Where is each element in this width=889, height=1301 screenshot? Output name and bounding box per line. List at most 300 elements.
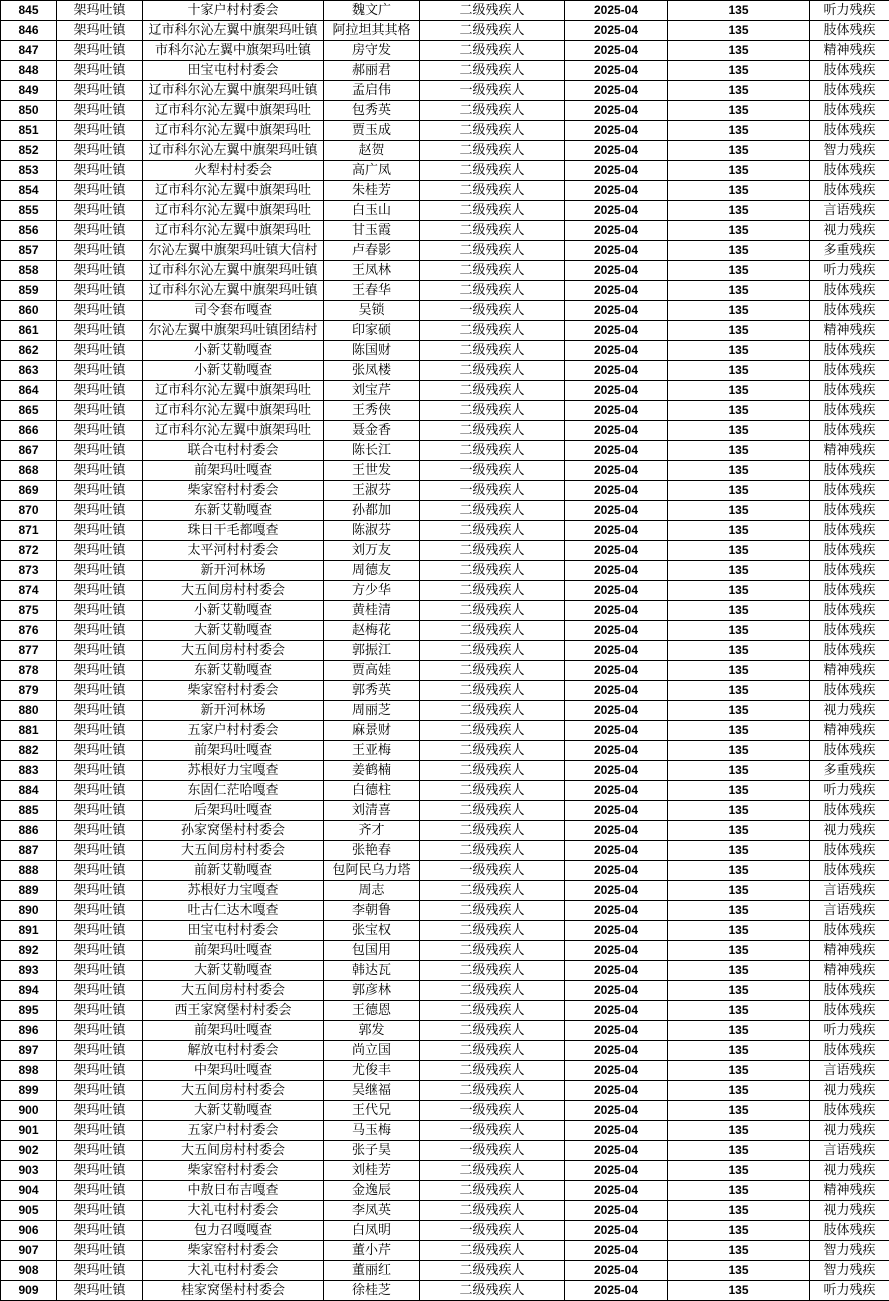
name-cell: 董小芹	[324, 1241, 420, 1261]
date-cell: 2025-04	[565, 1281, 668, 1301]
date-cell: 2025-04	[565, 301, 668, 321]
row-number: 888	[1, 861, 57, 881]
disability-type-cell: 肢体残疾	[810, 381, 889, 401]
row-number: 880	[1, 701, 57, 721]
level-cell: 二级残疾人	[420, 181, 565, 201]
town-cell: 架玛吐镇	[57, 1161, 143, 1181]
village-cell: 联合屯村村委会	[143, 441, 324, 461]
date-cell: 2025-04	[565, 921, 668, 941]
town-cell: 架玛吐镇	[57, 41, 143, 61]
town-cell: 架玛吐镇	[57, 561, 143, 581]
date-cell: 2025-04	[565, 621, 668, 641]
level-cell: 二级残疾人	[420, 421, 565, 441]
disability-type-cell: 听力残疾	[810, 781, 889, 801]
village-cell: 后架玛吐嘎查	[143, 801, 324, 821]
disability-type-cell: 肢体残疾	[810, 161, 889, 181]
amount-cell: 135	[668, 1061, 810, 1081]
row-number: 894	[1, 981, 57, 1001]
name-cell: 包秀英	[324, 101, 420, 121]
village-cell: 大新艾勒嘎查	[143, 621, 324, 641]
date-cell: 2025-04	[565, 421, 668, 441]
village-cell: 苏根好力宝嘎查	[143, 881, 324, 901]
village-cell: 柴家窑村村委会	[143, 1161, 324, 1181]
row-number: 854	[1, 181, 57, 201]
level-cell: 二级残疾人	[420, 581, 565, 601]
town-cell: 架玛吐镇	[57, 741, 143, 761]
disability-type-cell: 听力残疾	[810, 1021, 889, 1041]
amount-cell: 135	[668, 641, 810, 661]
level-cell: 二级残疾人	[420, 621, 565, 641]
date-cell: 2025-04	[565, 761, 668, 781]
row-number: 877	[1, 641, 57, 661]
village-cell: 辽市科尔沁左翼中旗架玛吐镇	[143, 261, 324, 281]
town-cell: 架玛吐镇	[57, 1181, 143, 1201]
level-cell: 一级残疾人	[420, 461, 565, 481]
date-cell: 2025-04	[565, 1061, 668, 1081]
table-row	[1, 241, 889, 261]
town-cell: 架玛吐镇	[57, 941, 143, 961]
village-cell: 辽市科尔沁左翼中旗架玛吐镇	[143, 81, 324, 101]
name-cell: 刘万友	[324, 541, 420, 561]
town-cell: 架玛吐镇	[57, 841, 143, 861]
date-cell: 2025-04	[565, 361, 668, 381]
name-cell: 张子昊	[324, 1141, 420, 1161]
village-cell: 小新艾勒嘎查	[143, 361, 324, 381]
disability-type-cell: 肢体残疾	[810, 21, 889, 41]
level-cell: 二级残疾人	[420, 1021, 565, 1041]
table-row	[1, 1, 889, 21]
amount-cell: 135	[668, 681, 810, 701]
disability-type-cell: 肢体残疾	[810, 681, 889, 701]
table-row	[1, 941, 889, 961]
row-number: 873	[1, 561, 57, 581]
disability-type-cell: 肢体残疾	[810, 741, 889, 761]
date-cell: 2025-04	[565, 161, 668, 181]
amount-cell: 135	[668, 481, 810, 501]
name-cell: 徐桂芝	[324, 1281, 420, 1301]
amount-cell: 135	[668, 121, 810, 141]
row-number: 890	[1, 901, 57, 921]
level-cell: 二级残疾人	[420, 1241, 565, 1261]
amount-cell: 135	[668, 181, 810, 201]
town-cell: 架玛吐镇	[57, 901, 143, 921]
amount-cell: 135	[668, 1101, 810, 1121]
table-row	[1, 1061, 889, 1081]
row-number: 862	[1, 341, 57, 361]
name-cell: 黄桂清	[324, 601, 420, 621]
date-cell: 2025-04	[565, 321, 668, 341]
disability-type-cell: 肢体残疾	[810, 461, 889, 481]
name-cell: 贾玉成	[324, 121, 420, 141]
name-cell: 刘宝芹	[324, 381, 420, 401]
level-cell: 二级残疾人	[420, 761, 565, 781]
row-number: 892	[1, 941, 57, 961]
date-cell: 2025-04	[565, 181, 668, 201]
level-cell: 二级残疾人	[420, 801, 565, 821]
village-cell: 田宝屯村村委会	[143, 61, 324, 81]
town-cell: 架玛吐镇	[57, 181, 143, 201]
table-row	[1, 661, 889, 681]
town-cell: 架玛吐镇	[57, 221, 143, 241]
name-cell: 孟启伟	[324, 81, 420, 101]
level-cell: 二级残疾人	[420, 1, 565, 21]
village-cell: 柴家窑村村委会	[143, 481, 324, 501]
village-cell: 大五间房村村委会	[143, 1081, 324, 1101]
disability-type-cell: 肢体残疾	[810, 981, 889, 1001]
level-cell: 二级残疾人	[420, 1261, 565, 1281]
level-cell: 二级残疾人	[420, 201, 565, 221]
row-number: 896	[1, 1021, 57, 1041]
row-number: 857	[1, 241, 57, 261]
row-number: 903	[1, 1161, 57, 1181]
name-cell: 白玉山	[324, 201, 420, 221]
date-cell: 2025-04	[565, 781, 668, 801]
name-cell: 周丽芝	[324, 701, 420, 721]
row-number: 872	[1, 541, 57, 561]
village-cell: 小新艾勒嘎查	[143, 341, 324, 361]
town-cell: 架玛吐镇	[57, 61, 143, 81]
town-cell: 架玛吐镇	[57, 821, 143, 841]
disability-type-cell: 肢体残疾	[810, 181, 889, 201]
town-cell: 架玛吐镇	[57, 161, 143, 181]
date-cell: 2025-04	[565, 341, 668, 361]
name-cell: 吴锁	[324, 301, 420, 321]
town-cell: 架玛吐镇	[57, 1201, 143, 1221]
town-cell: 架玛吐镇	[57, 1221, 143, 1241]
village-cell: 辽市科尔沁左翼中旗架玛吐	[143, 221, 324, 241]
name-cell: 金逸辰	[324, 1181, 420, 1201]
town-cell: 架玛吐镇	[57, 541, 143, 561]
village-cell: 辽市科尔沁左翼中旗架玛吐	[143, 181, 324, 201]
town-cell: 架玛吐镇	[57, 921, 143, 941]
village-cell: 苏根好力宝嘎查	[143, 761, 324, 781]
level-cell: 二级残疾人	[420, 741, 565, 761]
row-number: 867	[1, 441, 57, 461]
amount-cell: 135	[668, 701, 810, 721]
name-cell: 魏文广	[324, 1, 420, 21]
town-cell: 架玛吐镇	[57, 761, 143, 781]
amount-cell: 135	[668, 1281, 810, 1301]
name-cell: 白德柱	[324, 781, 420, 801]
date-cell: 2025-04	[565, 141, 668, 161]
row-number: 861	[1, 321, 57, 341]
level-cell: 二级残疾人	[420, 101, 565, 121]
amount-cell: 135	[668, 361, 810, 381]
amount-cell: 135	[668, 501, 810, 521]
disability-type-cell: 肢体残疾	[810, 581, 889, 601]
village-cell: 东新艾勒嘎查	[143, 661, 324, 681]
amount-cell: 135	[668, 241, 810, 261]
row-number: 886	[1, 821, 57, 841]
row-number: 871	[1, 521, 57, 541]
town-cell: 架玛吐镇	[57, 1001, 143, 1021]
village-cell: 辽市科尔沁左翼中旗架玛吐镇	[143, 21, 324, 41]
amount-cell: 135	[668, 1181, 810, 1201]
table-row	[1, 781, 889, 801]
village-cell: 桂家窝堡村村委会	[143, 1281, 324, 1301]
level-cell: 二级残疾人	[420, 221, 565, 241]
row-number: 882	[1, 741, 57, 761]
town-cell: 架玛吐镇	[57, 721, 143, 741]
date-cell: 2025-04	[565, 281, 668, 301]
village-cell: 前架玛吐嘎查	[143, 461, 324, 481]
town-cell: 架玛吐镇	[57, 1021, 143, 1041]
town-cell: 架玛吐镇	[57, 961, 143, 981]
name-cell: 吴继福	[324, 1081, 420, 1101]
amount-cell: 135	[668, 561, 810, 581]
village-cell: 辽市科尔沁左翼中旗架玛吐	[143, 401, 324, 421]
amount-cell: 135	[668, 1221, 810, 1241]
level-cell: 二级残疾人	[420, 1161, 565, 1181]
name-cell: 陈长江	[324, 441, 420, 461]
town-cell: 架玛吐镇	[57, 361, 143, 381]
table-row	[1, 261, 889, 281]
date-cell: 2025-04	[565, 501, 668, 521]
village-cell: 大礼屯村村委会	[143, 1261, 324, 1281]
date-cell: 2025-04	[565, 901, 668, 921]
date-cell: 2025-04	[565, 201, 668, 221]
name-cell: 赵贺	[324, 141, 420, 161]
town-cell: 架玛吐镇	[57, 1141, 143, 1161]
date-cell: 2025-04	[565, 741, 668, 761]
level-cell: 二级残疾人	[420, 541, 565, 561]
date-cell: 2025-04	[565, 1221, 668, 1241]
date-cell: 2025-04	[565, 961, 668, 981]
town-cell: 架玛吐镇	[57, 1101, 143, 1121]
amount-cell: 135	[668, 221, 810, 241]
name-cell: 齐才	[324, 821, 420, 841]
date-cell: 2025-04	[565, 1141, 668, 1161]
amount-cell: 135	[668, 521, 810, 541]
disability-type-cell: 肢体残疾	[810, 1101, 889, 1121]
name-cell: 周德友	[324, 561, 420, 581]
town-cell: 架玛吐镇	[57, 1041, 143, 1061]
table-row	[1, 1101, 889, 1121]
row-number: 866	[1, 421, 57, 441]
amount-cell: 135	[668, 1121, 810, 1141]
disability-type-cell: 肢体残疾	[810, 121, 889, 141]
table-row	[1, 921, 889, 941]
name-cell: 陈国财	[324, 341, 420, 361]
level-cell: 二级残疾人	[420, 661, 565, 681]
amount-cell: 135	[668, 81, 810, 101]
amount-cell: 135	[668, 721, 810, 741]
table-row	[1, 381, 889, 401]
town-cell: 架玛吐镇	[57, 981, 143, 1001]
level-cell: 一级残疾人	[420, 861, 565, 881]
table-row	[1, 401, 889, 421]
village-cell: 新开河林场	[143, 561, 324, 581]
table-row	[1, 501, 889, 521]
level-cell: 二级残疾人	[420, 981, 565, 1001]
level-cell: 二级残疾人	[420, 961, 565, 981]
table-row	[1, 721, 889, 741]
amount-cell: 135	[668, 381, 810, 401]
village-cell: 包力召嘎嘎查	[143, 1221, 324, 1241]
disability-type-cell: 肢体残疾	[810, 841, 889, 861]
row-number: 907	[1, 1241, 57, 1261]
level-cell: 二级残疾人	[420, 41, 565, 61]
level-cell: 一级残疾人	[420, 81, 565, 101]
level-cell: 二级残疾人	[420, 261, 565, 281]
table-row	[1, 1221, 889, 1241]
table-row	[1, 901, 889, 921]
amount-cell: 135	[668, 1261, 810, 1281]
level-cell: 二级残疾人	[420, 941, 565, 961]
date-cell: 2025-04	[565, 1041, 668, 1061]
row-number: 855	[1, 201, 57, 221]
village-cell: 孙家窝堡村村委会	[143, 821, 324, 841]
village-cell: 大五间房村村委会	[143, 841, 324, 861]
date-cell: 2025-04	[565, 1181, 668, 1201]
date-cell: 2025-04	[565, 1261, 668, 1281]
table-row	[1, 1181, 889, 1201]
row-number: 874	[1, 581, 57, 601]
village-cell: 吐古仁达木嘎查	[143, 901, 324, 921]
date-cell: 2025-04	[565, 821, 668, 841]
amount-cell: 135	[668, 581, 810, 601]
disability-type-cell: 智力残疾	[810, 1241, 889, 1261]
name-cell: 高广凤	[324, 161, 420, 181]
town-cell: 架玛吐镇	[57, 481, 143, 501]
table-row	[1, 41, 889, 61]
name-cell: 韩达瓦	[324, 961, 420, 981]
disability-type-cell: 言语残疾	[810, 881, 889, 901]
level-cell: 二级残疾人	[420, 241, 565, 261]
level-cell: 二级残疾人	[420, 641, 565, 661]
row-number: 908	[1, 1261, 57, 1281]
row-number: 887	[1, 841, 57, 861]
disability-type-cell: 肢体残疾	[810, 401, 889, 421]
row-number: 879	[1, 681, 57, 701]
table-row	[1, 161, 889, 181]
amount-cell: 135	[668, 981, 810, 1001]
disability-type-cell: 肢体残疾	[810, 921, 889, 941]
village-cell: 田宝屯村村委会	[143, 921, 324, 941]
village-cell: 辽市科尔沁左翼中旗架玛吐	[143, 101, 324, 121]
level-cell: 一级残疾人	[420, 1101, 565, 1121]
row-number: 900	[1, 1101, 57, 1121]
town-cell: 架玛吐镇	[57, 701, 143, 721]
date-cell: 2025-04	[565, 21, 668, 41]
amount-cell: 135	[668, 1021, 810, 1041]
disability-type-cell: 听力残疾	[810, 261, 889, 281]
name-cell: 刘桂芳	[324, 1161, 420, 1181]
amount-cell: 135	[668, 321, 810, 341]
town-cell: 架玛吐镇	[57, 681, 143, 701]
name-cell: 郭振江	[324, 641, 420, 661]
town-cell: 架玛吐镇	[57, 261, 143, 281]
table-row	[1, 1141, 889, 1161]
name-cell: 陈淑芬	[324, 521, 420, 541]
date-cell: 2025-04	[565, 121, 668, 141]
name-cell: 甘玉霞	[324, 221, 420, 241]
amount-cell: 135	[668, 301, 810, 321]
row-number: 909	[1, 1281, 57, 1301]
disability-type-cell: 言语残疾	[810, 201, 889, 221]
level-cell: 二级残疾人	[420, 381, 565, 401]
town-cell: 架玛吐镇	[57, 281, 143, 301]
amount-cell: 135	[668, 901, 810, 921]
village-cell: 大礼屯村村委会	[143, 1201, 324, 1221]
village-cell: 新开河林场	[143, 701, 324, 721]
row-number: 864	[1, 381, 57, 401]
disability-type-cell: 智力残疾	[810, 141, 889, 161]
disability-type-cell: 言语残疾	[810, 901, 889, 921]
town-cell: 架玛吐镇	[57, 1261, 143, 1281]
name-cell: 阿拉坦其其格	[324, 21, 420, 41]
village-cell: 辽市科尔沁左翼中旗架玛吐镇	[143, 141, 324, 161]
level-cell: 二级残疾人	[420, 61, 565, 81]
disability-type-cell: 肢体残疾	[810, 81, 889, 101]
name-cell: 李凤英	[324, 1201, 420, 1221]
town-cell: 架玛吐镇	[57, 1081, 143, 1101]
village-cell: 柴家窑村村委会	[143, 1241, 324, 1261]
table-row	[1, 221, 889, 241]
town-cell: 架玛吐镇	[57, 641, 143, 661]
village-cell: 东固仁茫哈嘎查	[143, 781, 324, 801]
disability-type-cell: 精神残疾	[810, 1181, 889, 1201]
disability-type-cell: 精神残疾	[810, 721, 889, 741]
disability-type-cell: 视力残疾	[810, 1161, 889, 1181]
level-cell: 一级残疾人	[420, 1121, 565, 1141]
village-cell: 十家户村村委会	[143, 1, 324, 21]
date-cell: 2025-04	[565, 721, 668, 741]
disability-type-cell: 肢体残疾	[810, 1221, 889, 1241]
name-cell: 王淑芬	[324, 481, 420, 501]
village-cell: 五家户村村委会	[143, 1121, 324, 1141]
amount-cell: 135	[668, 101, 810, 121]
village-cell: 辽市科尔沁左翼中旗架玛吐	[143, 201, 324, 221]
date-cell: 2025-04	[565, 1201, 668, 1221]
town-cell: 架玛吐镇	[57, 121, 143, 141]
disability-type-cell: 智力残疾	[810, 1261, 889, 1281]
level-cell: 二级残疾人	[420, 841, 565, 861]
table-row	[1, 1121, 889, 1141]
name-cell: 张艳春	[324, 841, 420, 861]
date-cell: 2025-04	[565, 1121, 668, 1141]
level-cell: 二级残疾人	[420, 921, 565, 941]
level-cell: 二级残疾人	[420, 441, 565, 461]
disability-type-cell: 视力残疾	[810, 1121, 889, 1141]
table-row	[1, 641, 889, 661]
row-number: 906	[1, 1221, 57, 1241]
level-cell: 二级残疾人	[420, 521, 565, 541]
town-cell: 架玛吐镇	[57, 861, 143, 881]
date-cell: 2025-04	[565, 241, 668, 261]
town-cell: 架玛吐镇	[57, 441, 143, 461]
disability-type-cell: 精神残疾	[810, 321, 889, 341]
name-cell: 马玉梅	[324, 1121, 420, 1141]
amount-cell: 135	[668, 961, 810, 981]
date-cell: 2025-04	[565, 661, 668, 681]
table-row	[1, 141, 889, 161]
table-row	[1, 1161, 889, 1181]
amount-cell: 135	[668, 621, 810, 641]
town-cell: 架玛吐镇	[57, 1281, 143, 1301]
disability-type-cell: 多重残疾	[810, 761, 889, 781]
name-cell: 姜鹤楠	[324, 761, 420, 781]
table-row	[1, 681, 889, 701]
town-cell: 架玛吐镇	[57, 341, 143, 361]
name-cell: 尚立国	[324, 1041, 420, 1061]
row-number: 848	[1, 61, 57, 81]
disability-type-cell: 视力残疾	[810, 701, 889, 721]
level-cell: 二级残疾人	[420, 701, 565, 721]
village-cell: 大五间房村村委会	[143, 581, 324, 601]
row-number: 856	[1, 221, 57, 241]
disability-type-cell: 肢体残疾	[810, 641, 889, 661]
